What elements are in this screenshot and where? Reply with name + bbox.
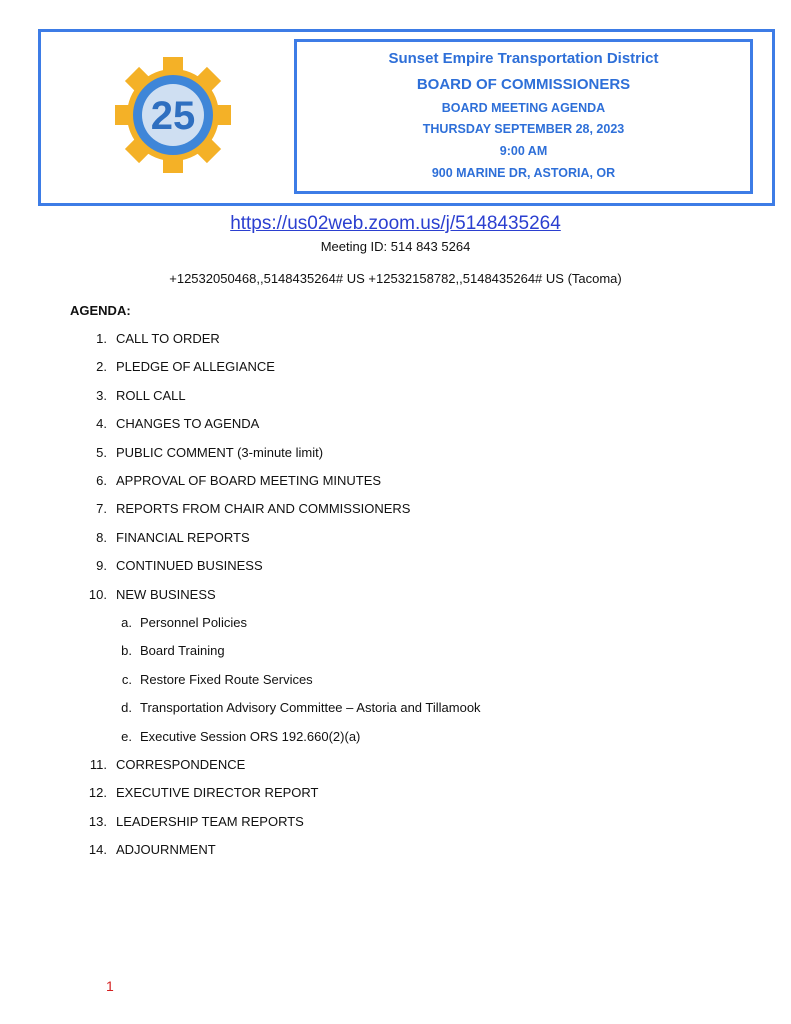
meeting-date: THURSDAY SEPTEMBER 28, 2023 xyxy=(422,122,625,136)
meeting-id: Meeting ID: 514 843 5264 xyxy=(320,239,471,254)
item-number: c. xyxy=(121,671,132,687)
dial-in-numbers: +12532050468,,5148435264# US +12532158782,,5148435264# US (Tacoma) xyxy=(169,271,622,286)
item-number: 10. xyxy=(88,586,107,602)
item-text: FINANCIAL REPORTS xyxy=(116,529,250,545)
item-text: PUBLIC COMMENT (3-minute limit) xyxy=(116,444,324,460)
item-text: CONTINUED BUSINESS xyxy=(116,558,263,574)
document-title: BOARD MEETING AGENDA xyxy=(441,101,606,115)
item-number: 5. xyxy=(96,444,107,460)
item-text: APPROVAL OF BOARD MEETING MINUTES xyxy=(116,473,382,488)
item-text: ADJOURNMENT xyxy=(116,842,216,858)
item-number: e. xyxy=(121,728,132,744)
item-text: CHANGES TO AGENDA xyxy=(116,416,260,432)
agenda-label: AGENDA: xyxy=(70,303,131,318)
item-text: Personnel Policies xyxy=(140,615,247,630)
title-box xyxy=(294,39,753,194)
item-number: 1. xyxy=(96,331,107,346)
item-number: b. xyxy=(121,643,132,659)
item-text: PLEDGE OF ALLEGIANCE xyxy=(116,359,275,375)
item-text: Executive Session ORS 192.660(2)(a) xyxy=(140,728,361,744)
item-text: Transportation Advisory Committee – Astoria and Tillamook xyxy=(140,700,481,716)
district-logo xyxy=(115,57,231,173)
zoom-link[interactable]: https://us02web.zoom.us/j/5148435264 xyxy=(230,213,561,234)
svg-text:25: 25 xyxy=(150,94,196,138)
item-text: EXECUTIVE DIRECTOR REPORT xyxy=(116,785,319,801)
item-number: 13. xyxy=(88,813,107,829)
meeting-location: 900 MARINE DR, ASTORIA, OR xyxy=(431,166,616,180)
item-text: LEADERSHIP TEAM REPORTS xyxy=(116,813,304,829)
org-name: Sunset Empire Transportation District xyxy=(388,50,659,67)
item-number: 3. xyxy=(96,387,107,403)
item-number: 14. xyxy=(88,842,107,858)
item-number: 6. xyxy=(96,473,107,488)
item-text: NEW BUSINESS xyxy=(116,586,216,602)
item-number: d. xyxy=(121,700,132,716)
item-number: 12. xyxy=(88,785,107,801)
item-number: 7. xyxy=(96,501,107,517)
item-text: CORRESPONDENCE xyxy=(116,757,246,772)
item-text: Restore Fixed Route Services xyxy=(140,671,313,687)
item-number: a. xyxy=(121,615,132,630)
meeting-time: 9:00 AM xyxy=(499,144,548,158)
item-number: 9. xyxy=(96,558,107,574)
page-number: 1 xyxy=(106,978,114,994)
item-number: 11. xyxy=(89,757,107,772)
item-number: 2. xyxy=(96,359,107,375)
item-text: REPORTS FROM CHAIR AND COMMISSIONERS xyxy=(116,501,411,517)
board-name: BOARD OF COMMISSIONERS xyxy=(416,76,631,93)
item-text: CALL TO ORDER xyxy=(116,331,220,346)
item-number: 4. xyxy=(96,416,107,432)
item-number: 8. xyxy=(96,529,107,545)
item-text: ROLL CALL xyxy=(116,387,186,403)
item-text: Board Training xyxy=(140,643,225,659)
